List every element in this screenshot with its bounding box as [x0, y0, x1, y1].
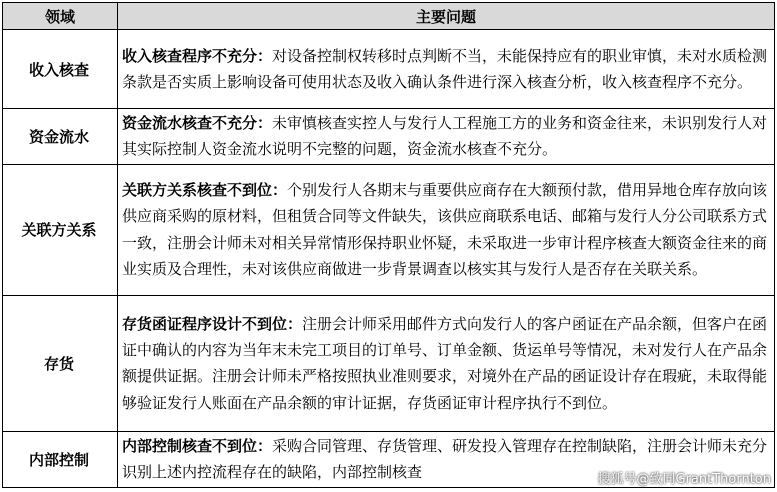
row-issue	[118, 295, 775, 431]
table-row	[3, 295, 775, 431]
row-domain: 收入核查	[3, 30, 118, 109]
issue-text: 个别发行人各期末与重要供应商存在大额预付款，借用异地仓库存放向该供应商采购的原材料，但租赁合同等文件缺失，该供应商联系电话、邮箱与发行人分公司联系方式一致，注册会计师未对相关异常情形保持职业怀疑，未采取进一步审计程序核查大额资金往来的商业实质及合理性，未对该供应商做进一步背景调查以核实其与发行人是否存在关联关系。	[122, 181, 768, 279]
issue-text: 采购合同管理、存货管理、研发投入管理存在控制缺陷，注册会计师未充分识别上述内控流程存在的缺陷，内部控制核查	[122, 436, 768, 482]
table-row	[3, 164, 775, 295]
issue-title: 内部控制核查不到位：	[122, 436, 273, 455]
row-domain: 资金流水	[3, 109, 118, 165]
table-row	[3, 109, 775, 165]
row-issue	[118, 109, 775, 165]
header-domain: 领域	[3, 3, 118, 30]
row-domain: 内部控制	[3, 431, 118, 487]
row-domain: 存货	[3, 295, 118, 431]
table-row	[3, 30, 775, 109]
watermark: 搜狐号@致同GrantThornton	[597, 472, 771, 487]
issue-title: 存货函证程序设计不到位：	[122, 314, 303, 333]
issue-title: 资金流水核查不充分：	[122, 114, 273, 132]
issue-text: 注册会计师采用邮件方式向发行人的客户函证在产品余额，但客户在函证中确认的内容为当年末未完工项目的订单号、订单金额、货运单号等情况，未对发行人在产品余额提供证据。注册会计师未严格按照执业准则要求，对境外在产品的函证设计存在瑕疵，未取得能够验证发行人账面在产品余额的审计证据，存货函证审计程序执行不到位。	[122, 314, 768, 412]
issue-text: 未审慎核查实控人与发行人工程施工方的业务和资金往来，未识别发行人对其实际控制人资金流水说明不完整的问题，资金流水核查不充分。	[122, 114, 768, 159]
issues-table	[2, 2, 775, 488]
issue-title: 关联方关系核查不到位：	[122, 181, 288, 199]
table-header-row	[3, 3, 775, 30]
issue-text: 对设备控制权转移时点判断不当，未能保持应有的职业审慎，未对水质检测条款是否实质上影响设备可使用状态及收入确认条件进行深入核查分析，收入核查程序不充分。	[122, 46, 768, 91]
issue-title: 收入核查程序不充分：	[122, 46, 273, 65]
row-issue	[118, 30, 775, 109]
row-domain: 关联方关系	[3, 164, 118, 295]
row-issue	[118, 164, 775, 295]
header-issues: 主要问题	[118, 3, 775, 30]
